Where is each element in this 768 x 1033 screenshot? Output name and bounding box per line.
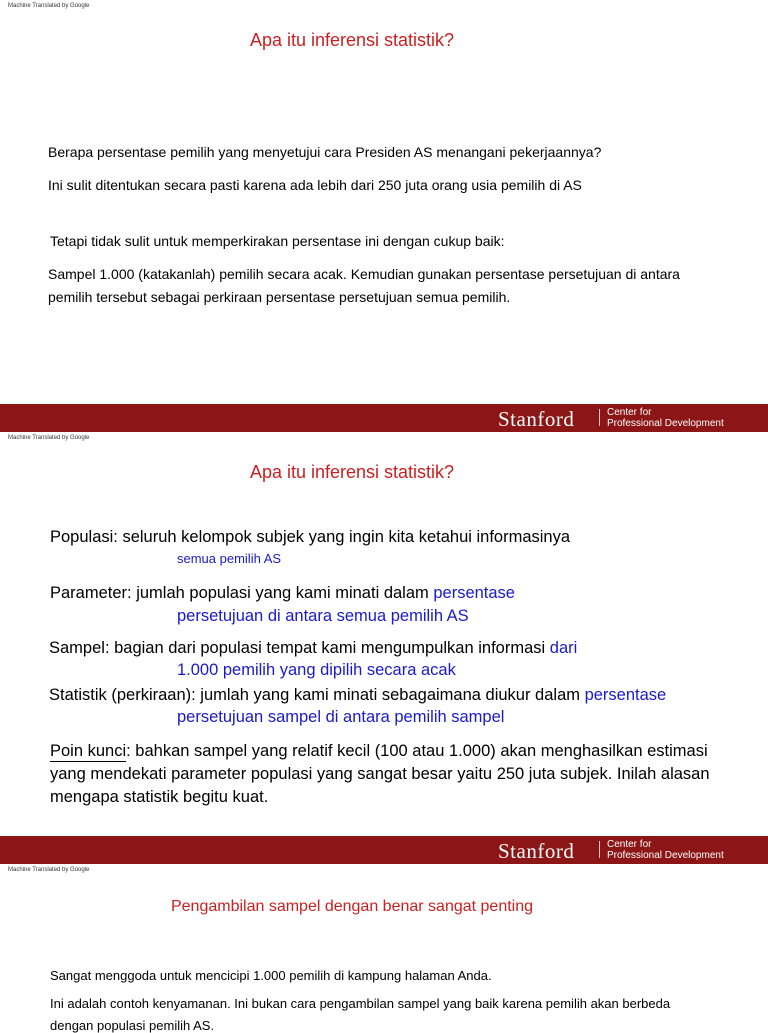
parameter-text: Parameter: jumlah populasi yang kami minati dalam xyxy=(50,584,434,602)
parameter-definition xyxy=(50,584,515,603)
poin-kunci-line-1 xyxy=(50,742,708,761)
poin-kunci-line-2: yang mendekati parameter populasi yang sangat besar yaitu 250 juta subjek. Inilah alasan xyxy=(50,765,710,783)
poin-kunci-text: : bahkan sampel yang relatif kecil (100 atau 1.000) akan menghasilkan estimasi xyxy=(126,742,708,760)
parameter-example-cont: persetujuan di antara semua pemilih AS xyxy=(177,607,469,625)
populasi-example: semua pemilih AS xyxy=(177,551,282,566)
slide-1 xyxy=(0,0,768,432)
machine-translated-note: Machine Translated by Google xyxy=(8,435,90,441)
center-line-1: Center for xyxy=(607,839,652,850)
slide-title: Apa itu inferensi statistik? xyxy=(249,30,455,50)
statistik-text: Statistik (perkiraan): jumlah yang kami minati sebagaimana diukur dalam xyxy=(49,686,585,704)
parameter-example: persentase xyxy=(433,584,515,602)
sampel-text: Sampel: bagian dari populasi tempat kami mengumpulkan informasi xyxy=(49,639,550,657)
body-text: Sampel 1.000 (katakanlah) pemilih secara acak. Kemudian gunakan persentase persetujuan di antara xyxy=(48,266,680,282)
slide-title: Apa itu inferensi statistik? xyxy=(249,462,455,482)
stanford-footer xyxy=(0,404,768,432)
center-name xyxy=(607,839,724,861)
machine-translated-note: Machine Translated by Google xyxy=(8,867,90,873)
center-name xyxy=(607,407,724,429)
center-line-1: Center for xyxy=(607,407,652,418)
center-line-2: Professional Development xyxy=(607,418,724,429)
body-text: Berapa persentase pemilih yang menyetujui cara Presiden AS menangani pekerjaannya? xyxy=(48,144,602,160)
poin-kunci-line-3: mengapa statistik begitu kuat. xyxy=(50,788,269,806)
statistik-example-cont: persetujuan sampel di antara pemilih sampel xyxy=(177,708,505,726)
slide-title: Pengambilan sampel dengan benar sangat penting xyxy=(170,898,534,915)
footer-divider xyxy=(599,409,600,426)
body-text: Ini adalah contoh kenyamanan. Ini bukan cara pengambilan sampel yang baik karena pemilih akan berbeda xyxy=(50,996,671,1011)
poin-kunci-label: Poin kunci xyxy=(50,742,127,760)
sampel-example-cont: 1.000 pemilih yang dipilih secara acak xyxy=(177,661,456,679)
machine-translated-note: Machine Translated by Google xyxy=(8,3,90,9)
populasi-definition: Populasi: seluruh kelompok subjek yang ingin kita ketahui informasinya xyxy=(50,528,571,546)
body-text: pemilih tersebut sebagai perkiraan persentase persetujuan semua pemilih. xyxy=(48,289,511,305)
slide-3 xyxy=(0,864,768,1033)
body-text: Sangat menggoda untuk mencicipi 1.000 pemilih di kampung halaman Anda. xyxy=(50,968,492,983)
sampel-definition xyxy=(49,639,577,658)
stanford-logo: Stanford xyxy=(498,407,575,431)
body-text: Ini sulit ditentukan secara pasti karena ada lebih dari 250 juta orang usia pemilih di AS xyxy=(48,177,582,193)
body-text: dengan populasi pemilih AS. xyxy=(50,1018,215,1033)
slide-2 xyxy=(0,432,768,864)
stanford-logo: Stanford xyxy=(498,839,575,863)
sampel-example: dari xyxy=(549,639,578,657)
body-text: Tetapi tidak sulit untuk memperkirakan persentase ini dengan cukup baik: xyxy=(50,233,505,249)
statistik-definition xyxy=(49,686,666,705)
footer-divider xyxy=(599,841,600,858)
statistik-example: persentase xyxy=(584,686,667,704)
center-line-2: Professional Development xyxy=(607,850,724,861)
stanford-footer xyxy=(0,836,768,864)
